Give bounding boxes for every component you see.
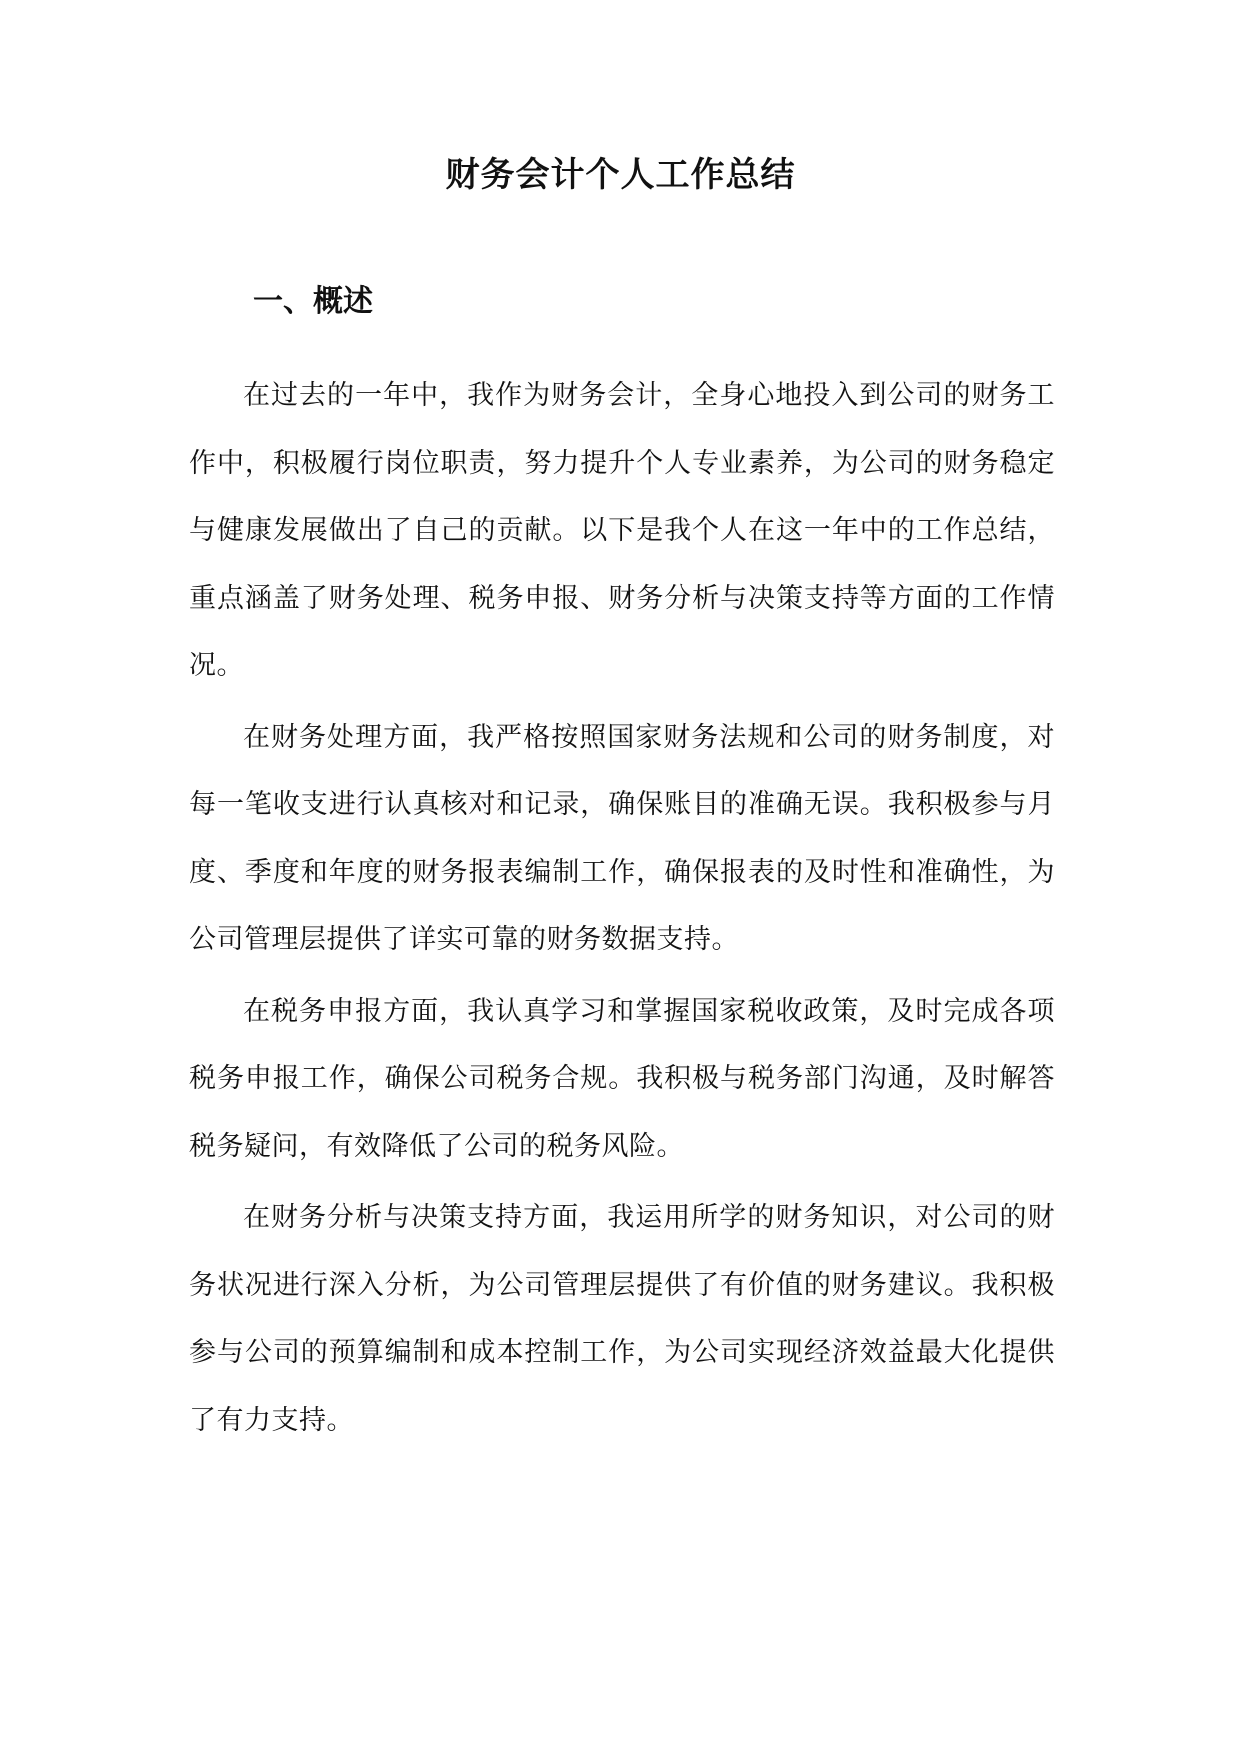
paragraph-financial-processing: 在财务处理方面，我严格按照国家财务法规和公司的财务制度，对每一笔收支进行认真核对和记录，确保账目的准确无误。我积极参与月度、季度和年度的财务报表编制工作，确保报表的及时性和准确性，为公司管理层提供了详实可靠的财务数据支持。 — [189, 721, 1055, 955]
section-body — [189, 362, 1055, 1458]
paragraph-tax-filing: 在税务申报方面，我认真学习和掌握国家税收政策，及时完成各项税务申报工作，确保公司税务合规。我积极与税务部门沟通，及时解答税务疑问，有效降低了公司的税务风险。 — [189, 995, 1055, 1162]
paragraph-financial-analysis: 在财务分析与决策支持方面，我运用所学的财务知识，对公司的财务状况进行深入分析，为公司管理层提供了有价值的财务建议。我积极参与公司的预算编制和成本控制工作，为公司实现经济效益最大化提供了有力支持。 — [189, 1202, 1055, 1436]
paragraph-overview: 在过去的一年中，我作为财务会计，全身心地投入到公司的财务工作中，积极履行岗位职责，努力提升个人专业素养，为公司的财务稳定与健康发展做出了自己的贡献。以下是我个人在这一年中的工作总结，重点涵盖了财务处理、税务申报、财务分析与决策支持等方面的工作情况。 — [189, 380, 1055, 681]
document-title: 财务会计个人工作总结 — [445, 155, 796, 195]
section-heading-overview: 一、概述 — [253, 284, 373, 319]
